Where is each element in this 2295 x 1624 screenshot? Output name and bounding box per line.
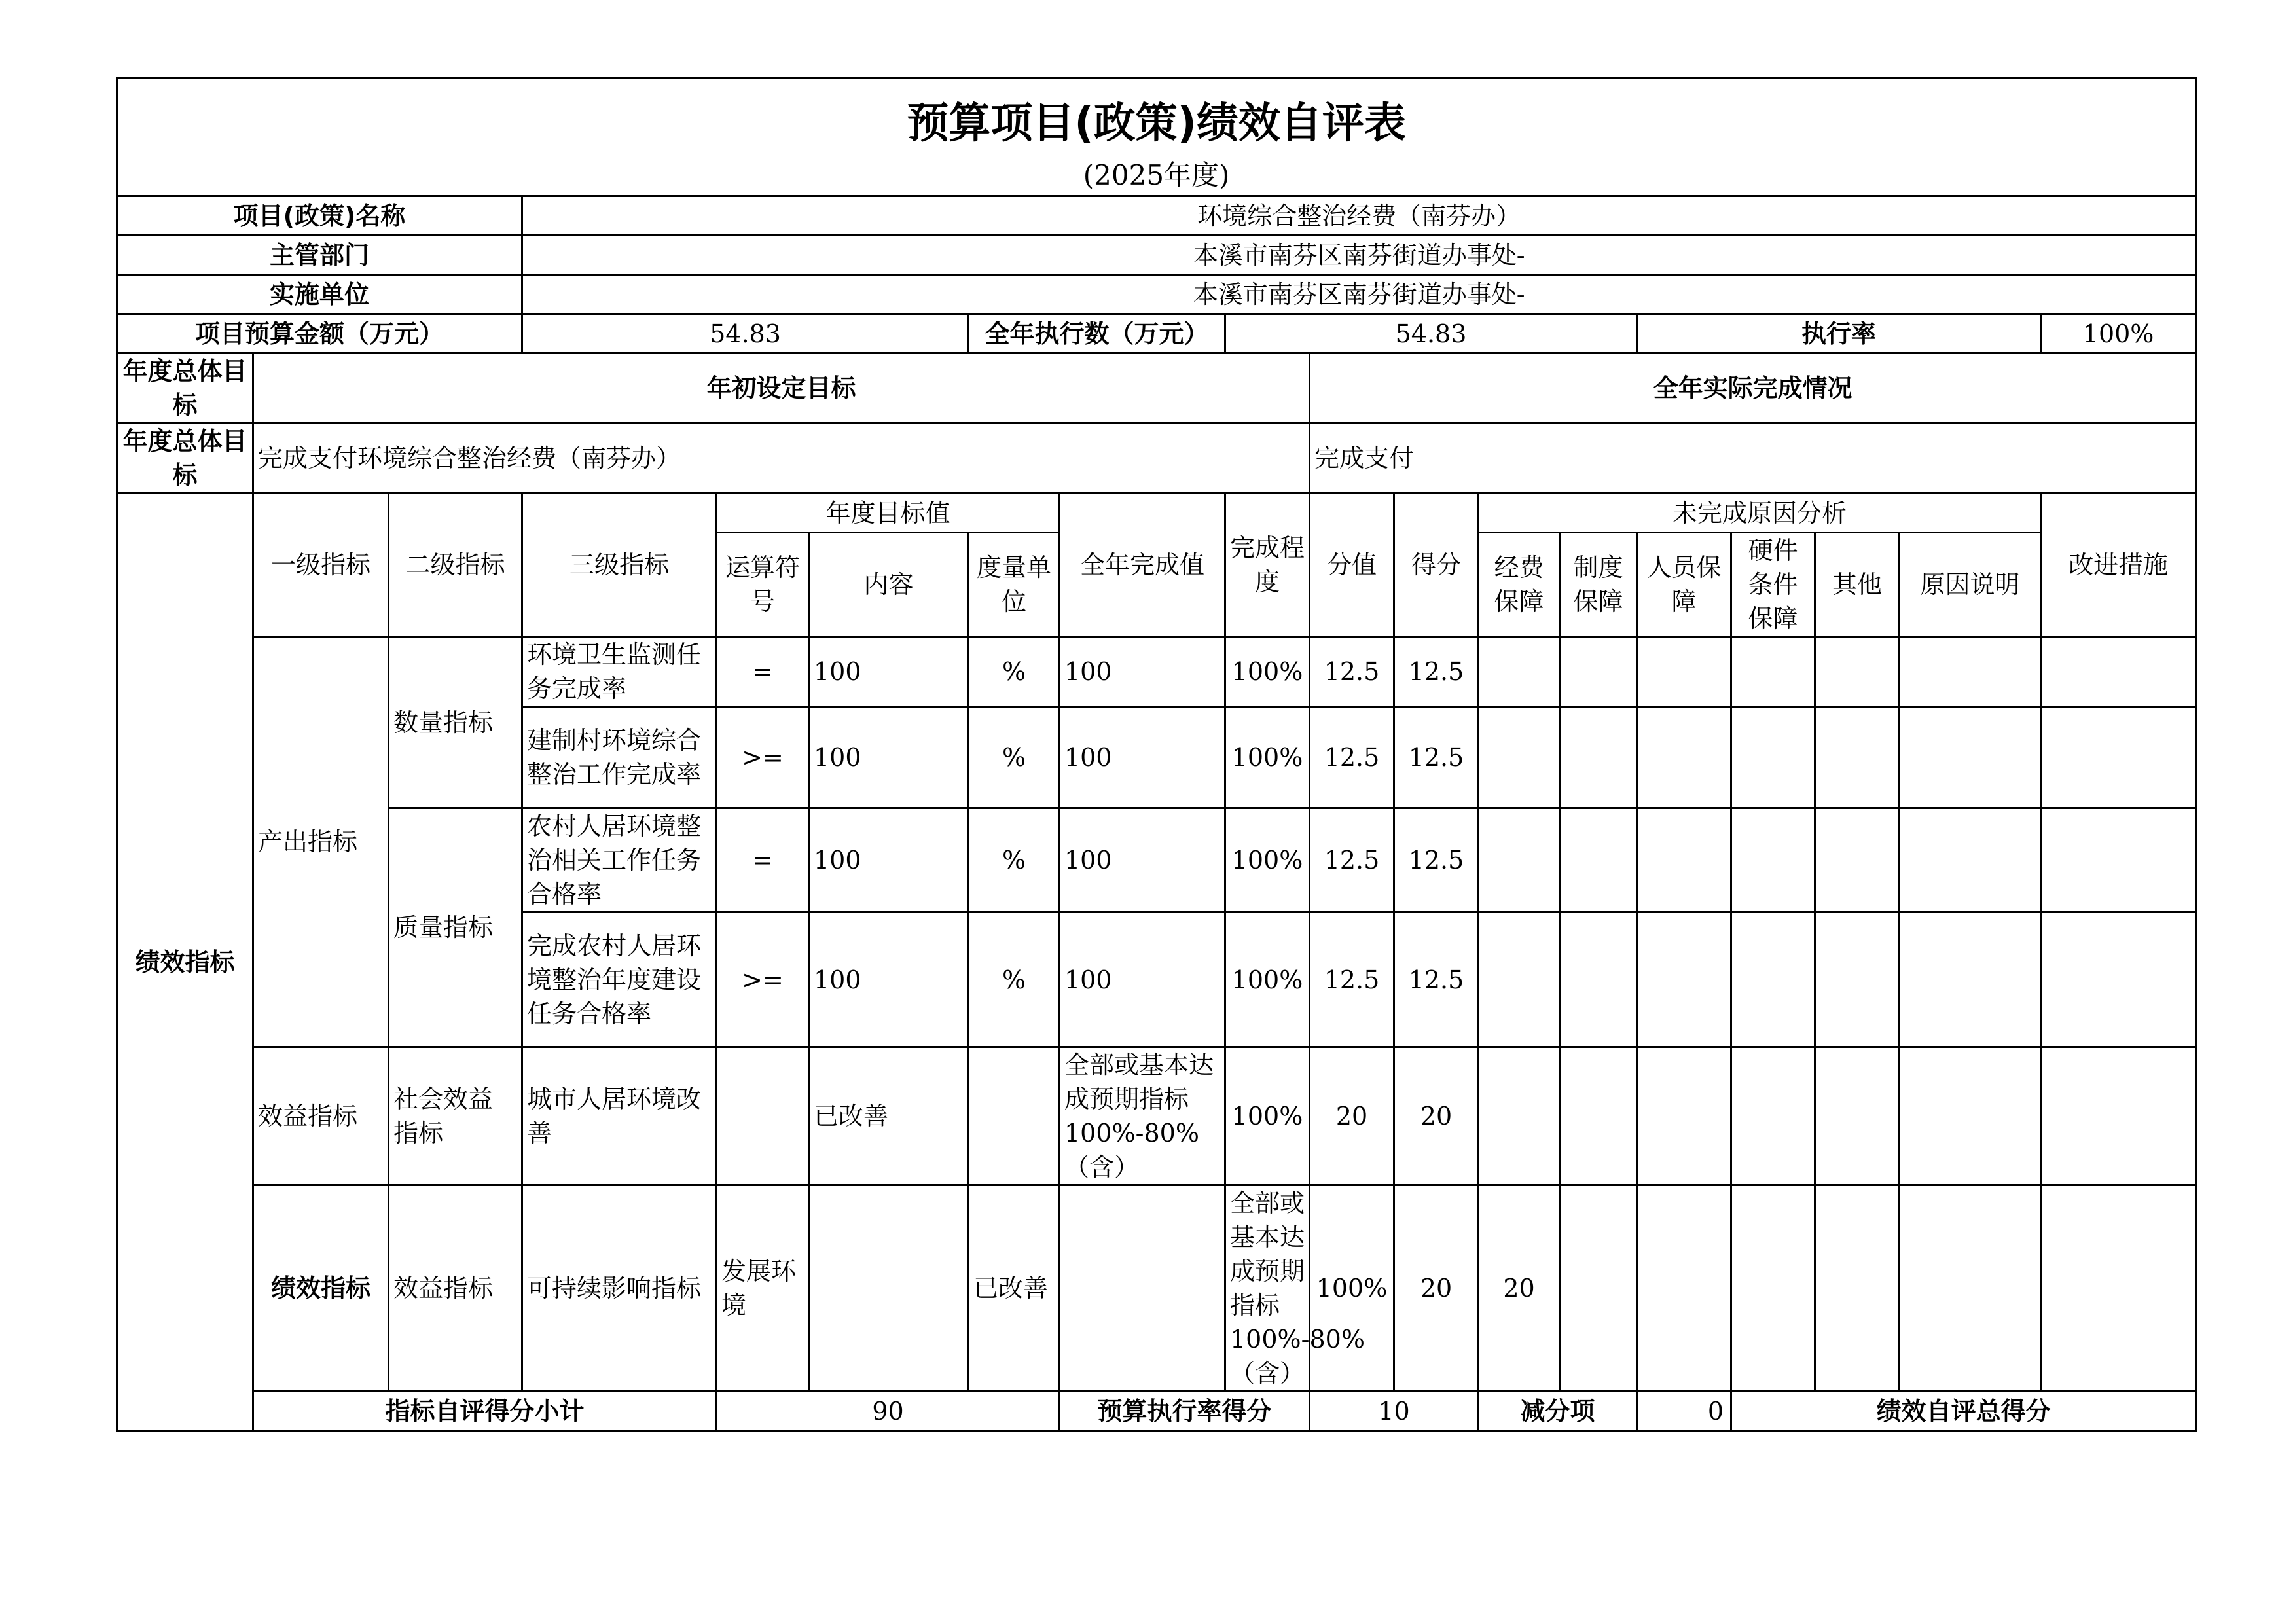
fiscal-year: (2025年度) <box>1083 158 1230 191</box>
staff-header: 人员保障 <box>1637 533 1731 637</box>
indicator-operator: = <box>717 637 809 707</box>
content-header: 内容 <box>809 533 969 637</box>
cell-funds <box>1479 808 1560 912</box>
hardware-header: 硬件条件保障 <box>1731 533 1815 637</box>
indicator-annual-value: 100 <box>1060 912 1225 1047</box>
benefit-indicator-label: 效益指标 <box>253 1047 389 1185</box>
indicator-content: 已改善 <box>969 1185 1060 1392</box>
indicator-completion: 100% <box>1225 808 1310 912</box>
indicator-annual-value: 100 <box>1060 707 1225 808</box>
cell-reason <box>1900 808 2041 912</box>
indicator-score: 12.5 <box>1394 808 1479 912</box>
score-value-header: 分值 <box>1310 494 1394 637</box>
cell-improve <box>2041 707 2196 808</box>
indicator-completion: 100% <box>1225 707 1310 808</box>
indicator-unit <box>969 1047 1060 1185</box>
deduction-label: 减分项 <box>1479 1392 1637 1431</box>
actual-completion-text: 完成支付 <box>1310 424 2196 494</box>
implementing-unit-label: 实施单位 <box>117 275 522 314</box>
cell-funds <box>1560 1185 1637 1392</box>
annual-execution-value: 54.83 <box>1225 314 1637 353</box>
indicator-content: 100 <box>809 808 969 912</box>
cell-reason <box>1900 637 2041 707</box>
department-label: 主管部门 <box>117 236 522 275</box>
indicator-unit: % <box>969 707 1060 808</box>
actual-completion-header: 全年实际完成情况 <box>1310 353 2196 424</box>
execution-rate-label: 执行率 <box>1637 314 2041 353</box>
cell-hardware <box>1731 637 1815 707</box>
cell-staff <box>1637 1047 1731 1185</box>
cell-system <box>1560 808 1637 912</box>
indicator-name: 环境卫生监测任务完成率 <box>522 637 717 707</box>
cell-funds <box>1479 912 1560 1047</box>
evaluation-table <box>116 77 2197 1432</box>
cell-reason <box>1900 707 2041 808</box>
system-header: 制度保障 <box>1560 533 1637 637</box>
project-name-value: 环境综合整治经费（南芬办） <box>522 196 2196 236</box>
annual-goal-label: 年度总体目标 <box>117 424 253 494</box>
cell-staff <box>1637 707 1731 808</box>
indicator-points: 12.5 <box>1310 808 1394 912</box>
budget-amount-value: 54.83 <box>522 314 969 353</box>
cell-other <box>1815 707 1900 808</box>
sustainable-impact-indicator-label: 可持续影响指标 <box>522 1185 717 1392</box>
annual-target-header: 年度目标值 <box>717 494 1060 533</box>
quantity-indicator-label: 数量指标 <box>389 637 522 808</box>
cell-other <box>1815 912 1900 1047</box>
cell-improve <box>2041 912 2196 1047</box>
indicator-name: 城市人居环境改善 <box>522 1047 717 1185</box>
level3-header: 三级指标 <box>522 494 717 637</box>
cell-improve <box>2041 637 2196 707</box>
indicator-score: 20 <box>1479 1185 1560 1392</box>
indicator-content: 100 <box>809 912 969 1047</box>
cell-system <box>1560 1047 1637 1185</box>
completion-degree-header: 完成程度 <box>1225 494 1310 637</box>
annual-goal-label: 年度总体目标 <box>117 353 253 424</box>
unit-header: 度量单位 <box>969 533 1060 637</box>
cell-staff <box>1637 808 1731 912</box>
unfinished-reason-header: 未完成原因分析 <box>1479 494 2041 533</box>
indicator-points: 12.5 <box>1310 707 1394 808</box>
indicator-points: 20 <box>1394 1185 1479 1392</box>
annual-value-header: 全年完成值 <box>1060 494 1225 637</box>
score-header: 得分 <box>1394 494 1479 637</box>
cell-hardware <box>1731 808 1815 912</box>
indicator-score: 20 <box>1394 1047 1479 1185</box>
indicator-unit <box>1060 1185 1225 1392</box>
indicator-operator: = <box>717 808 809 912</box>
benefit-indicator-label: 效益指标 <box>389 1185 522 1392</box>
cell-reason <box>2041 1185 2196 1392</box>
funds-header: 经费保障 <box>1479 533 1560 637</box>
indicator-name: 农村人居环境整治相关工作任务合格率 <box>522 808 717 912</box>
cell-system <box>1560 707 1637 808</box>
indicator-operator: >= <box>717 912 809 1047</box>
year-cell <box>117 156 2196 196</box>
level1-header: 一级指标 <box>253 494 389 637</box>
subtotal-value: 90 <box>717 1392 1060 1431</box>
indicator-unit: % <box>969 637 1060 707</box>
cell-staff <box>1731 1185 1815 1392</box>
performance-indicator-label-2: 绩效指标 <box>253 1185 389 1392</box>
subtotal-label: 指标自评得分小计 <box>253 1392 717 1431</box>
initial-goal-text: 完成支付环境综合整治经费（南芬办） <box>253 424 1310 494</box>
indicator-unit: % <box>969 808 1060 912</box>
cell-improve <box>2041 808 2196 912</box>
cell-improve <box>2041 1047 2196 1185</box>
indicator-points: 20 <box>1310 1047 1394 1185</box>
total-score-label: 绩效自评总得分 <box>1731 1392 2196 1431</box>
cell-system <box>1560 637 1637 707</box>
operator-header: 运算符号 <box>717 533 809 637</box>
indicator-completion: 100% <box>1225 1047 1310 1185</box>
cell-staff <box>1637 637 1731 707</box>
cell-other <box>1900 1185 2041 1392</box>
cell-funds <box>1479 1047 1560 1185</box>
cell-other <box>1815 637 1900 707</box>
indicator-operator <box>717 1047 809 1185</box>
cell-other <box>1815 808 1900 912</box>
performance-self-evaluation-sheet <box>116 77 2195 1432</box>
deduction-value: 0 <box>1637 1392 1731 1431</box>
indicator-score: 12.5 <box>1394 912 1479 1047</box>
title-cell <box>117 78 2196 156</box>
budget-rate-score-label: 预算执行率得分 <box>1060 1392 1310 1431</box>
indicator-annual-value: 全部或基本达成预期指标100%-80%（含） <box>1060 1047 1225 1185</box>
indicator-completion: 100% <box>1225 912 1310 1047</box>
indicator-unit: % <box>969 912 1060 1047</box>
implementing-unit-value: 本溪市南芬区南芬街道办事处- <box>522 275 2196 314</box>
indicator-operator: >= <box>717 707 809 808</box>
indicator-content: 100 <box>809 637 969 707</box>
indicator-points: 12.5 <box>1310 912 1394 1047</box>
improvement-header: 改进措施 <box>2041 494 2196 637</box>
social-benefit-indicator-label: 社会效益指标 <box>389 1047 522 1185</box>
execution-rate-value: 100% <box>2041 314 2196 353</box>
indicator-name: 建制村环境综合整治工作完成率 <box>522 707 717 808</box>
project-name-label: 项目(政策)名称 <box>117 196 522 236</box>
budget-amount-label: 项目预算金额（万元） <box>117 314 522 353</box>
indicator-score: 12.5 <box>1394 707 1479 808</box>
cell-hardware <box>1731 1047 1815 1185</box>
indicator-points: 12.5 <box>1310 637 1394 707</box>
department-value: 本溪市南芬区南芬街道办事处- <box>522 236 2196 275</box>
indicator-name: 完成农村人居环境整治年度建设任务合格率 <box>522 912 717 1047</box>
cell-hardware <box>1731 707 1815 808</box>
cell-reason <box>1900 1047 2041 1185</box>
cell-hardware <box>1731 912 1815 1047</box>
indicator-annual-value: 全部或基本达成预期指标100%-80%（含） <box>1225 1185 1310 1392</box>
indicator-operator <box>809 1185 969 1392</box>
cell-funds <box>1479 707 1560 808</box>
indicator-content: 100 <box>809 707 969 808</box>
indicator-annual-value: 100 <box>1060 637 1225 707</box>
indicator-score: 12.5 <box>1394 637 1479 707</box>
level2-header: 二级指标 <box>389 494 522 637</box>
indicator-annual-value: 100 <box>1060 808 1225 912</box>
indicator-name: 发展环境 <box>717 1185 809 1392</box>
other-header: 其他 <box>1815 533 1900 637</box>
quality-indicator-label: 质量指标 <box>389 808 522 1047</box>
cell-hardware <box>1815 1185 1900 1392</box>
cell-funds <box>1479 637 1560 707</box>
page-title: 预算项目(政策)绩效自评表 <box>907 99 1406 148</box>
indicator-content: 已改善 <box>809 1047 969 1185</box>
cell-reason <box>1900 912 2041 1047</box>
budget-rate-score-value: 10 <box>1310 1392 1479 1431</box>
indicator-completion: 100% <box>1225 637 1310 707</box>
reason-desc-header: 原因说明 <box>1900 533 2041 637</box>
indicator-completion: 100% <box>1310 1185 1394 1392</box>
output-indicator-label: 产出指标 <box>253 637 389 1047</box>
annual-execution-label: 全年执行数（万元） <box>969 314 1225 353</box>
initial-goal-header: 年初设定目标 <box>253 353 1310 424</box>
cell-system <box>1637 1185 1731 1392</box>
cell-staff <box>1637 912 1731 1047</box>
cell-other <box>1815 1047 1900 1185</box>
performance-indicator-label: 绩效指标 <box>117 494 253 1431</box>
cell-system <box>1560 912 1637 1047</box>
